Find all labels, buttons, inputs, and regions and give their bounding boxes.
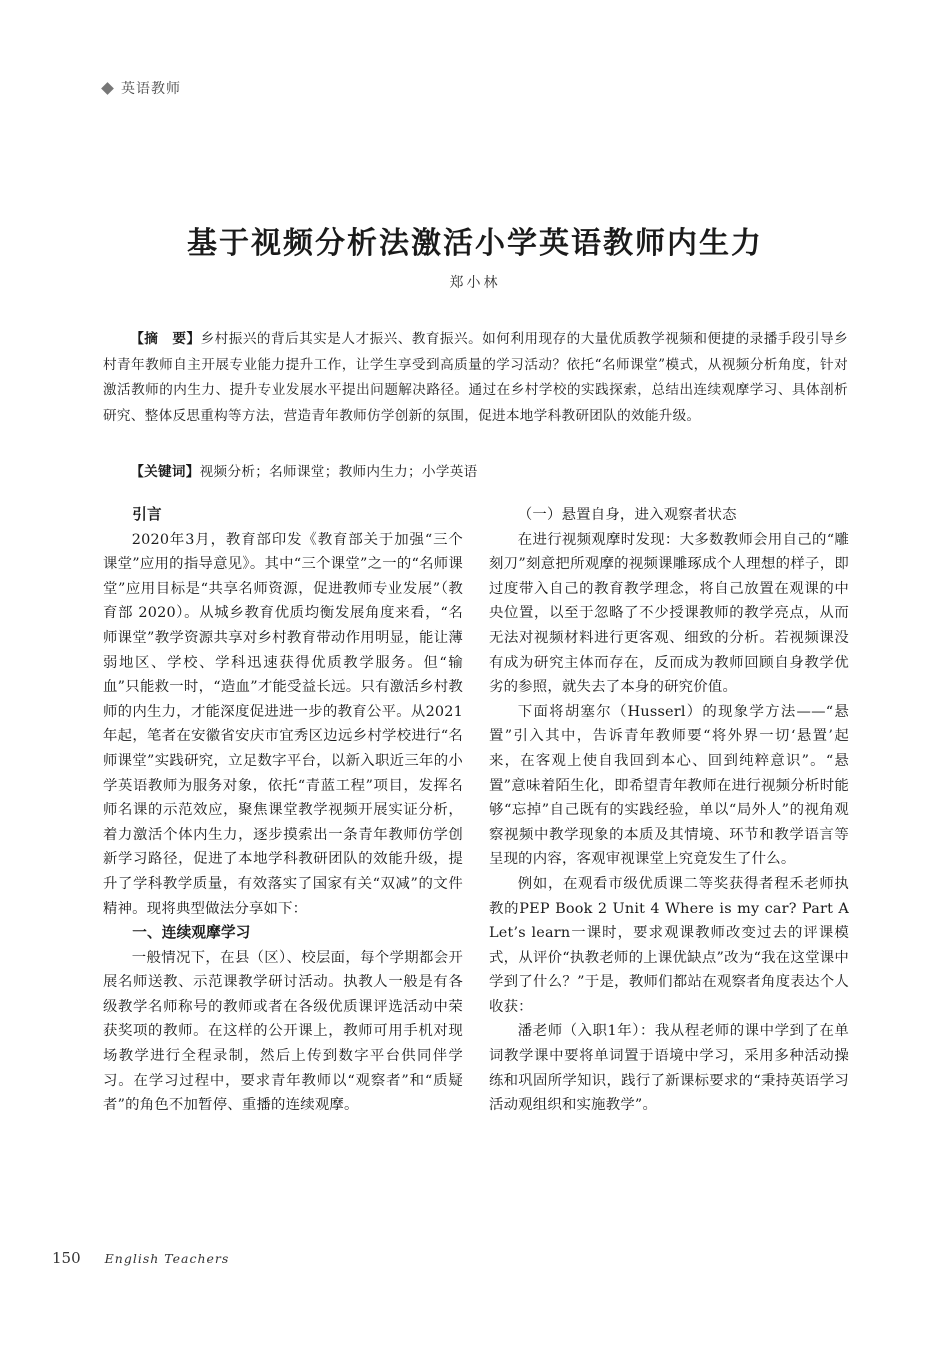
page-footer [52, 1249, 229, 1267]
body-paragraph-4: 潘老师（入职1年）：我从程老师的课中学到了在单词教学课中要将单词置于语境中学习，采用多种活动操练和巩固所学知识，践行了新课标要求的“秉持英语学习活动观组织和实施教学”。 [489, 1023, 849, 1114]
left-column [103, 503, 463, 1118]
keywords [103, 460, 848, 485]
abstract-text: 乡村振兴的背后其实是人才振兴、教育振兴。如何利用现存的大量优质教学视频和便捷的录播手段引导乡村青年教师自主开展专业能力提升工作，让学生享受到高质量的学习活动？依托“名师课堂”模式，从视频分析角度，针对激活教师的内生力、提升专业发展水平提出问题解决路径。通过在乡村学校的实践探索，总结出连续观摩学习、具体剖析研究、整体反思重构等方法，营造青年教师仿学创新的氛围，促进本地学科教研团队的效能升级。 [103, 331, 849, 424]
section-label: 英语教师 [121, 81, 181, 97]
keywords-label: 【关键词】 [130, 464, 200, 480]
section1-heading: 一、连续观摩学习 [132, 924, 251, 942]
subsection-heading: （一）悬置自身，进入观察者状态 [517, 507, 737, 523]
section-header [103, 78, 181, 98]
section1-paragraph: 一般情况下，在县（区）、校层面，每个学期都会开展名师送教、示范课教学研讨活动。执教人一般是有各级教学名师称号的教师或者在各级优质课评选活动中荣获奖项的教师。在这样的公开课上，教师可用手机对现场教学进行全程录制，然后上传到数字平台供同伴学习。在学习过程中，要求青年教师以“观察者”和“质疑者”的角色不加暂停、重播的连续观摩。 [103, 949, 463, 1114]
abstract-label: 【摘 要】 [130, 331, 201, 347]
abstract [103, 327, 848, 429]
intro-paragraph: 2020年3月，教育部印发《教育部关于加强“三个课堂”应用的指导意见》。其中“三个课堂”之一的“名师课堂”应用目标是“共享名师资源，促进教师专业发展”（教育部 2020）。从城乡教育优质均衡发展角度来看，“名师课堂”教学资源共享对乡村教育带动作用明显，能让薄弱地区、学校、学科迅速获得优质教学服务。但“输血”只能救一时，“造血”才能受益长远。只有激活乡村教师的内生力，才能深度促进进一步的教育公平。从2021年起，笔者在安徽省安庆市宜秀区边远乡村学校进行“名师课堂”实践研究，立足数字平台，以新入职近三年的小学英语教师为服务对象，依托“青蓝工程”项目，发挥名师名课的示范效应，聚焦课堂教学视频开展实证分析，着力激活个体内生力，逐步摸索出一条青年教师仿学创新学习路径，促进了本地学科教研团队的效能升级，提升了学科教学质量，有效落实了国家有关“双减”的文件精神。现将典型做法分享如下： [103, 531, 463, 917]
journal-name: English Teachers [104, 1251, 230, 1266]
article-title: 基于视频分析法激活小学英语教师内生力 [187, 226, 763, 261]
intro-heading: 引言 [132, 506, 162, 523]
right-column [489, 503, 849, 1118]
page-number: 150 [52, 1249, 81, 1267]
keywords-text: 视频分析；名师课堂；教师内生力；小学英语 [199, 464, 478, 480]
article-author: 郑小林 [449, 275, 501, 291]
body-paragraph-2: 下面将胡塞尔（Husserl）的现象学方法——“悬置”引入其中，告诉青年教师要“将外界一切‘悬置’起来，在客观上使自我回到本心、回到纯粹意识”。“悬置”意味着陌生化，即希望青年教师在进行视频分析时能够“忘掉”自己既有的实践经验，单以“局外人”的视角观察视频中教学现象的本质及其情境、环节和教学语言等呈现的内容，客观审视课堂上究竟发生了什么。 [489, 703, 849, 868]
diamond-icon [101, 82, 114, 95]
body-paragraph-1: 在进行视频观摩时发现：大多数教师会用自己的“雕刻刀”刻意把所观摩的视频课雕琢成个人理想的样子，即过度带入自己的教育教学理念，将自己放置在观课的中央位置，以至于忽略了不少授课教师的教学亮点，从而无法对视频材料进行更客观、细致的分析。若视频课没有成为研究主体而存在，反而成为教师回顾自身教学优劣的参照，就失去了本身的研究价值。 [489, 531, 849, 696]
body-paragraph-3: 例如，在观看市级优质课二等奖获得者程禾老师执教的PEP Book 2 Unit 4 Where is my car? Part A Let’s learn一课时，要求观课教师改变过去的评课模式，从评价“执教老师的上课优缺点”改为“我在这堂课中学到了什么？”于是，教师们都站在观察者角度表达个人收获： [489, 875, 849, 1015]
